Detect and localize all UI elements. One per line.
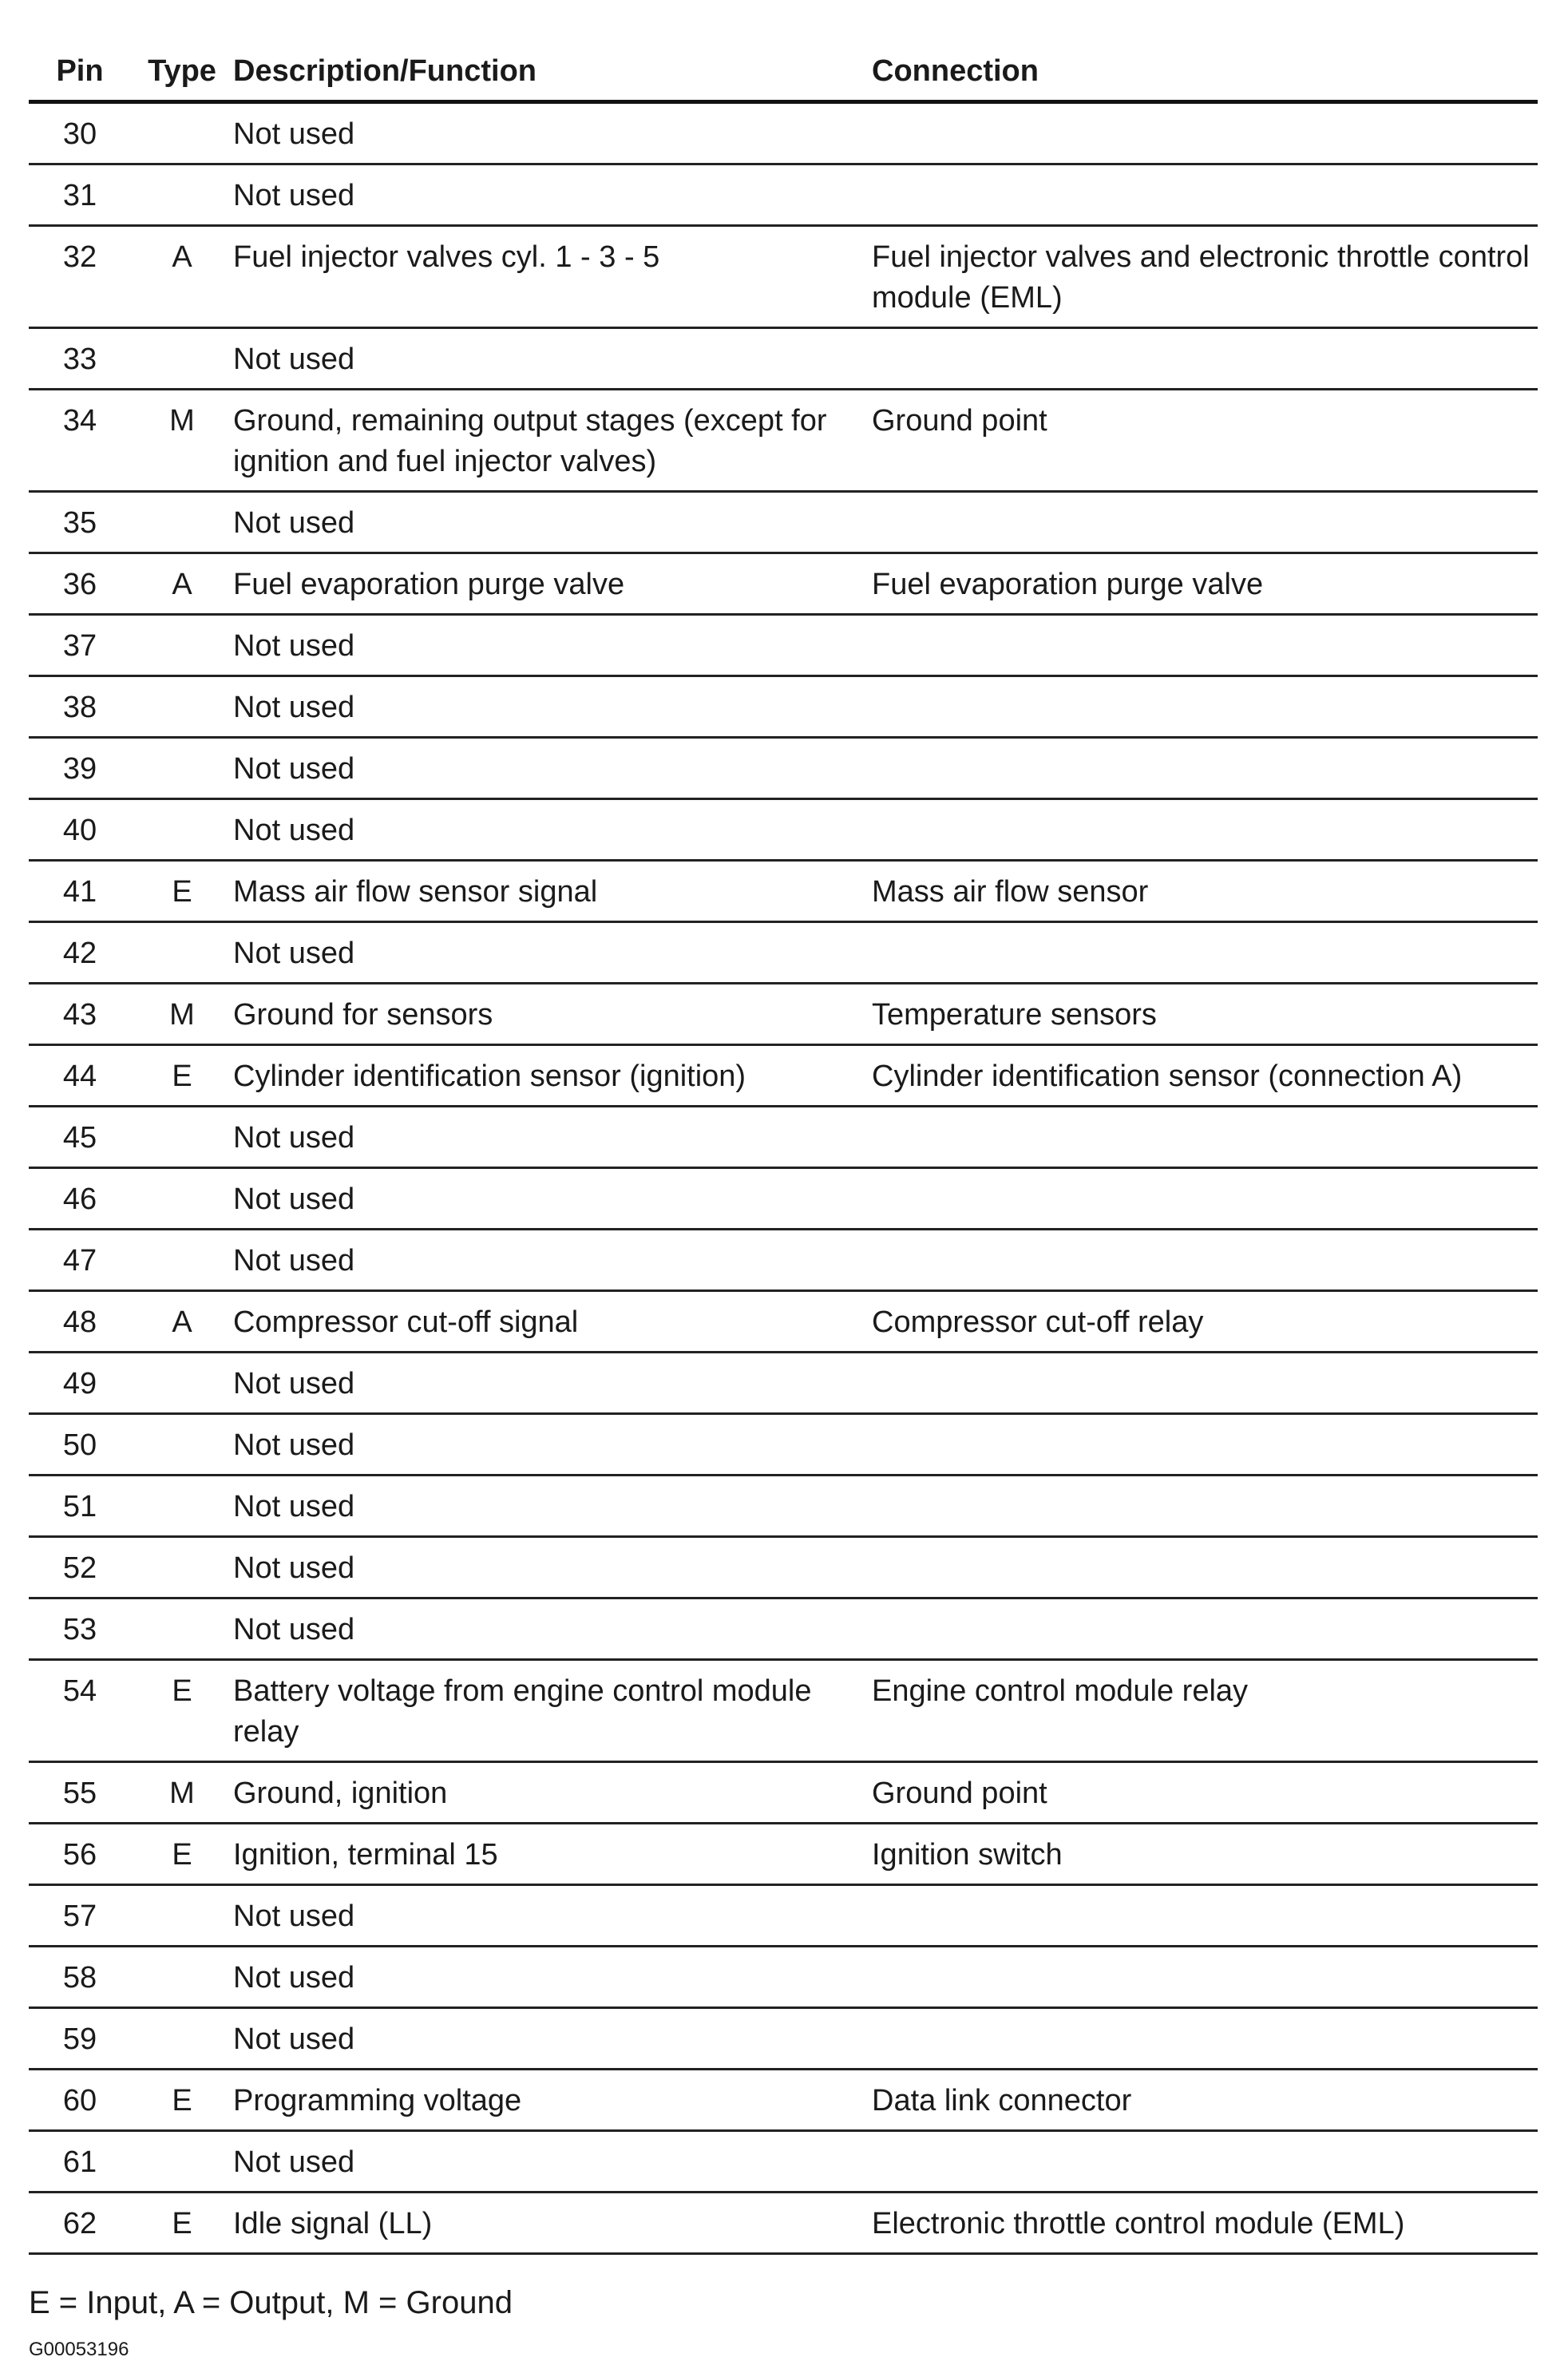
type-cell [131,1107,233,1168]
description-cell: Not used [233,1947,872,2008]
pin-cell: 49 [29,1353,131,1414]
type-cell: A [131,226,233,328]
type-cell: E [131,1045,233,1107]
connection-cell [872,922,1538,984]
description-cell: Not used [233,492,872,553]
table-row [29,1291,1538,1353]
connection-cell: Ignition switch [872,1824,1538,1885]
connection-cell: Temperature sensors [872,984,1538,1045]
table-row [29,799,1538,861]
pin-cell: 56 [29,1824,131,1885]
type-cell: E [131,861,233,922]
description-column-header: Description/Function [233,48,872,102]
description-cell: Programming voltage [233,2070,872,2131]
pin-cell: 53 [29,1598,131,1660]
pin-cell: 30 [29,102,131,164]
description-cell: Not used [233,1230,872,1291]
connection-cell [872,1476,1538,1537]
type-cell [131,2008,233,2070]
connection-cell [872,1414,1538,1476]
description-cell: Not used [233,164,872,226]
description-cell: Ignition, terminal 15 [233,1824,872,1885]
description-cell: Mass air flow sensor signal [233,861,872,922]
table-row [29,553,1538,615]
pin-cell: 62 [29,2193,131,2254]
description-cell: Cylinder identification sensor (ignition) [233,1045,872,1107]
table-row [29,1598,1538,1660]
pin-cell: 32 [29,226,131,328]
type-cell: E [131,1824,233,1885]
description-cell: Not used [233,1537,872,1598]
table-row [29,922,1538,984]
table-row [29,492,1538,553]
pin-cell: 42 [29,922,131,984]
type-cell [131,922,233,984]
type-cell: M [131,390,233,492]
description-cell: Not used [233,1168,872,1230]
connection-column-header: Connection [872,48,1538,102]
table-row [29,1824,1538,1885]
connection-cell: Cylinder identification sensor (connection A) [872,1045,1538,1107]
table-row [29,2008,1538,2070]
type-cell [131,1598,233,1660]
description-cell: Not used [233,1107,872,1168]
type-cell [131,102,233,164]
table-row [29,861,1538,922]
table-row [29,164,1538,226]
pin-column-header: Pin [29,48,131,102]
type-cell: M [131,984,233,1045]
pin-cell: 45 [29,1107,131,1168]
type-cell [131,615,233,676]
connection-cell [872,799,1538,861]
description-cell: Battery voltage from engine control module relay [233,1660,872,1762]
connection-cell [872,2008,1538,2070]
pin-cell: 37 [29,615,131,676]
table-row [29,1476,1538,1537]
description-cell: Idle signal (LL) [233,2193,872,2254]
table-row [29,2193,1538,2254]
type-cell: A [131,553,233,615]
connection-cell [872,2131,1538,2193]
pin-cell: 44 [29,1045,131,1107]
table-row [29,328,1538,390]
table-row [29,1414,1538,1476]
pin-cell: 39 [29,738,131,799]
type-cell [131,1353,233,1414]
connection-cell [872,1598,1538,1660]
pin-cell: 58 [29,1947,131,2008]
description-cell: Not used [233,102,872,164]
type-cell [131,676,233,738]
type-cell: A [131,1291,233,1353]
connection-cell [872,1537,1538,1598]
table-row [29,1045,1538,1107]
connection-cell: Data link connector [872,2070,1538,2131]
connection-cell: Mass air flow sensor [872,861,1538,922]
table-row [29,1885,1538,1947]
type-cell [131,1476,233,1537]
type-cell [131,1537,233,1598]
table-row [29,1168,1538,1230]
pin-cell: 50 [29,1414,131,1476]
table-row [29,676,1538,738]
pin-cell: 31 [29,164,131,226]
type-cell [131,1885,233,1947]
pin-cell: 38 [29,676,131,738]
pin-cell: 36 [29,553,131,615]
table-header [29,48,1538,102]
table-row [29,390,1538,492]
pin-cell: 46 [29,1168,131,1230]
connection-cell [872,164,1538,226]
pin-cell: 43 [29,984,131,1045]
connection-cell [872,102,1538,164]
connection-cell: Electronic throttle control module (EML) [872,2193,1538,2254]
table-body [29,102,1538,2254]
connection-cell [872,1947,1538,2008]
type-cell [131,799,233,861]
connection-cell: Ground point [872,1762,1538,1824]
description-cell: Not used [233,615,872,676]
table-row [29,1537,1538,1598]
description-cell: Not used [233,799,872,861]
description-cell: Not used [233,1598,872,1660]
pin-cell: 47 [29,1230,131,1291]
table-row [29,615,1538,676]
pin-cell: 35 [29,492,131,553]
description-cell: Fuel evaporation purge valve [233,553,872,615]
description-cell: Ground, remaining output stages (except for ignition and fuel injector valves) [233,390,872,492]
table-row [29,738,1538,799]
description-cell: Not used [233,1353,872,1414]
type-column-header: Type [131,48,233,102]
table-row [29,1353,1538,1414]
pin-cell: 40 [29,799,131,861]
connection-cell [872,1353,1538,1414]
description-cell: Not used [233,1414,872,1476]
description-cell: Not used [233,1885,872,1947]
table-row [29,2131,1538,2193]
connection-cell: Fuel injector valves and electronic throttle control module (EML) [872,226,1538,328]
description-cell: Not used [233,2008,872,2070]
pin-cell: 57 [29,1885,131,1947]
description-cell: Not used [233,1476,872,1537]
pin-cell: 41 [29,861,131,922]
connection-cell [872,1885,1538,1947]
pin-cell: 60 [29,2070,131,2131]
description-cell: Fuel injector valves cyl. 1 - 3 - 5 [233,226,872,328]
type-cell [131,492,233,553]
pin-cell: 48 [29,1291,131,1353]
connection-cell [872,1230,1538,1291]
pin-cell: 55 [29,1762,131,1824]
table-row [29,226,1538,328]
description-cell: Ground for sensors [233,984,872,1045]
document [29,48,1546,2361]
connection-cell: Fuel evaporation purge valve [872,553,1538,615]
type-cell [131,738,233,799]
table-row [29,1230,1538,1291]
type-cell [131,328,233,390]
pin-cell: 59 [29,2008,131,2070]
description-cell: Ground, ignition [233,1762,872,1824]
type-cell: E [131,2193,233,2254]
connection-cell [872,738,1538,799]
type-cell [131,164,233,226]
table-row [29,1107,1538,1168]
description-cell: Not used [233,2131,872,2193]
table-row [29,2070,1538,2131]
pin-cell: 34 [29,390,131,492]
type-cell [131,1168,233,1230]
pin-cell: 52 [29,1537,131,1598]
type-cell: E [131,2070,233,2131]
table-row [29,102,1538,164]
type-cell [131,2131,233,2193]
description-cell: Not used [233,676,872,738]
table-row [29,1762,1538,1824]
connection-cell [872,615,1538,676]
figure-code: G00053196 [29,2339,129,2360]
pin-table [29,48,1538,2255]
table-row [29,1660,1538,1762]
connection-cell [872,1168,1538,1230]
pin-cell: 33 [29,328,131,390]
description-cell: Compressor cut-off signal [233,1291,872,1353]
type-cell [131,1230,233,1291]
connection-cell [872,1107,1538,1168]
type-cell [131,1947,233,2008]
connection-cell [872,328,1538,390]
connection-cell: Engine control module relay [872,1660,1538,1762]
table-row [29,984,1538,1045]
description-cell: Not used [233,922,872,984]
description-cell: Not used [233,738,872,799]
pin-cell: 54 [29,1660,131,1762]
pin-cell: 61 [29,2131,131,2193]
description-cell: Not used [233,328,872,390]
type-cell: M [131,1762,233,1824]
connection-cell [872,676,1538,738]
type-cell [131,1414,233,1476]
connection-cell: Ground point [872,390,1538,492]
header-row [29,48,1538,102]
connection-cell [872,492,1538,553]
table-row [29,1947,1538,2008]
connection-cell: Compressor cut-off relay [872,1291,1538,1353]
type-cell: E [131,1660,233,1762]
pin-cell: 51 [29,1476,131,1537]
type-legend: E = Input, A = Output, M = Ground [29,2285,513,2320]
